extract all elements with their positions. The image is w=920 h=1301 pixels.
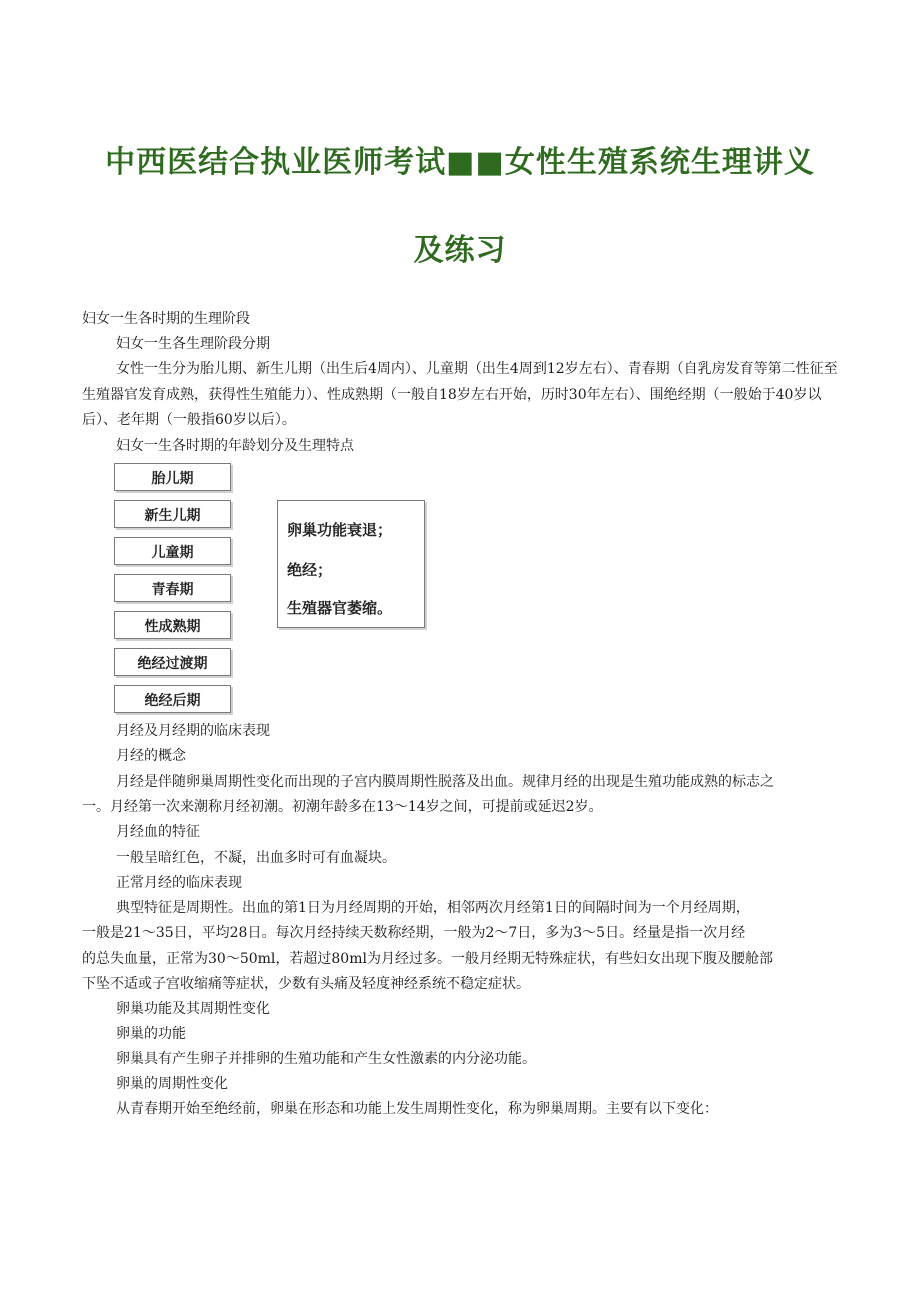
note-ovarian-decline: 卵巢功能衰退；: [287, 521, 393, 539]
subheading-age-characteristics: 妇女一生各时期的年龄划分及生理特点: [116, 438, 354, 454]
paragraph-ovary-function: 卵巢具有产生卵子并排卵的生殖功能和产生女性激素的内分泌功能。: [116, 1051, 536, 1067]
section-heading-life-stages: 妇女一生各时期的生理阶段: [82, 311, 250, 327]
paragraph-clinical-line-1: 典型特征是周期性。出血的第1日为月经周期的开始，相邻两次月经第1日的间隔时间为一个月经周期，: [116, 900, 750, 916]
stage-box-fetal: 胎儿期: [114, 463, 231, 491]
stage-box-puberty: 青春期: [114, 574, 231, 602]
stage-box-childhood: 儿童期: [114, 537, 231, 565]
paragraph-clinical-line-4: 下坠不适或子宫收缩痛等症状，少数有头痛及轻度神经系统不稳定症状。: [82, 976, 530, 992]
paragraph-life-stages: 女性一生分为胎儿期、新生儿期（出生后4周内）、儿童期（出生4周到12岁左右）、青春期（自乳房发育等第二性征至生殖器官发育成熟，获得性生殖能力）、性成熟期（一般自18岁左右开始，历时30年左右）、围绝经期（一般始于40岁以后）、老年期（一般指60岁以后）。: [82, 361, 838, 428]
paragraph-concept-line-2: 一。月经第一次来潮称月经初潮。初潮年龄多在13～14岁之间，可提前或延迟2岁。: [82, 799, 603, 815]
subheading-menstruation-concept: 月经的概念: [116, 748, 186, 764]
note-genital-atrophy: 生殖器官萎缩。: [287, 599, 393, 617]
stage-box-neonatal: 新生儿期: [114, 500, 231, 528]
stage-box-sexual-maturity: 性成熟期: [114, 611, 231, 639]
paragraph-clinical-line-3: 的总失血量，正常为30～50ml，若超过80ml为月经过多。一般月经期无特殊症状，有些妇女出现下腹及腰舱部: [82, 951, 773, 967]
subheading-ovary-cycle: 卵巢的周期性变化: [116, 1076, 228, 1092]
paragraph-blood-features: 一般呈暗红色，不凝，出血多时可有血凝块。: [116, 850, 396, 866]
subheading-stage-division: 妇女一生各生理阶段分期: [116, 336, 270, 352]
stage-box-postmenopause: 绝经后期: [114, 685, 231, 713]
document-title: 中西医结合执业医师考试■■女性生殖系统生理讲义: [105, 145, 815, 180]
paragraph-concept-line-1: 月经是伴随卵巢周期性变化而出现的子宫内膜周期性脱落及出血。规律月经的出现是生殖功能成熟的标志之: [116, 774, 774, 790]
section-heading-menstruation: 月经及月经期的临床表现: [116, 723, 270, 739]
stage-box-menopausal-transition: 绝经过渡期: [114, 648, 231, 676]
paragraph-clinical-line-2: 一般是21～35日，平均28日。每次月经持续天数称经期，一般为2～7日，多为3～5日。经量是指一次月经: [82, 925, 746, 941]
document-title-continued: 及练习: [413, 233, 507, 268]
postmenopause-notes-box: [277, 500, 425, 628]
subheading-ovary-function: 卵巢的功能: [116, 1026, 186, 1042]
note-menopause: 绝经；: [287, 561, 333, 579]
paragraph-ovary-cycle: 从青春期开始至绝经前，卵巢在形态和功能上发生周期性变化，称为卵巢周期。主要有以下变化：: [116, 1101, 718, 1117]
section-heading-ovary: 卵巢功能及其周期性变化: [116, 1001, 270, 1017]
subheading-blood-features: 月经血的特征: [116, 824, 200, 840]
subheading-normal-clinical: 正常月经的临床表现: [116, 875, 242, 891]
